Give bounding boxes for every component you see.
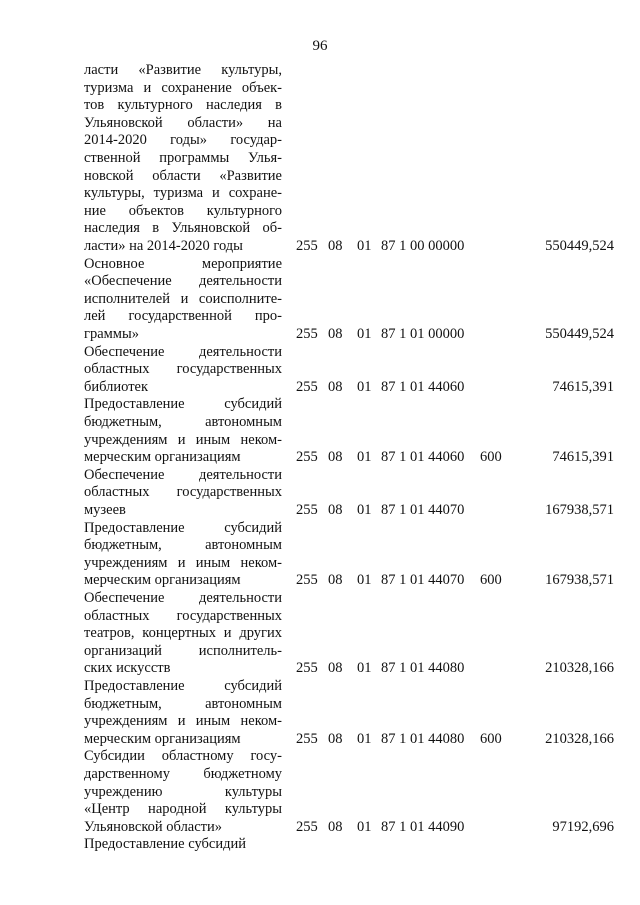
section-code: 08	[328, 449, 343, 466]
subsection-code: 01	[357, 238, 372, 254]
table-row	[0, 590, 640, 678]
description-line: Обеспечение деятельности	[84, 343, 282, 360]
description-line: Обеспечение деятельности	[84, 466, 282, 483]
description-line: Ульяновской области» на	[84, 114, 282, 131]
description-line: бюджетным, автономным	[84, 537, 282, 554]
amount-value: 74615,391	[552, 449, 614, 466]
section-code: 08	[328, 325, 343, 342]
department-code: 255	[296, 325, 318, 342]
section-code: 08	[328, 501, 343, 518]
section-code: 08	[328, 730, 343, 747]
section-code: 08	[328, 238, 343, 254]
amount-value: 97192,696	[552, 818, 614, 835]
description-line: областных государственных	[84, 484, 282, 501]
description-line: Обеспечение деятельности	[84, 590, 282, 606]
description-line: тов культурного наследия в	[84, 97, 282, 114]
description-line: учреждениям и иным неком-	[84, 431, 282, 448]
description-line: ласти «Развитие культуры,	[84, 62, 282, 78]
description-line: ние объектов культурного	[84, 202, 282, 219]
description-line: областных государственных	[84, 361, 282, 378]
section-code: 08	[328, 378, 343, 395]
description-line: Предоставление субсидий	[84, 678, 282, 694]
description-line: областных государственных	[84, 607, 282, 624]
department-code: 255	[296, 730, 318, 747]
table-row	[0, 256, 640, 344]
row-description	[84, 256, 282, 344]
subsection-code: 01	[357, 818, 372, 835]
subsection-code: 01	[357, 730, 372, 747]
department-code: 255	[296, 238, 318, 254]
description-line: мерческим организациям	[84, 449, 241, 466]
row-description	[84, 590, 282, 678]
row-description	[84, 62, 282, 256]
table-row	[0, 520, 640, 590]
target-article-code: 87 1 00 00000	[381, 238, 465, 254]
description-line: Предоставление субсидий	[84, 836, 247, 853]
section-code: 08	[328, 660, 343, 677]
subsection-code: 01	[357, 501, 372, 518]
description-line: учреждениям и иным неком-	[84, 554, 282, 571]
department-code: 255	[296, 818, 318, 835]
amount-value: 210328,166	[545, 660, 614, 677]
description-line: мерческим организациям	[84, 730, 241, 747]
description-line: бюджетным, автономным	[84, 413, 282, 430]
department-code: 255	[296, 660, 318, 677]
table-row	[0, 396, 640, 466]
target-article-code: 87 1 01 00000	[381, 325, 465, 342]
description-line: Субсидии областному госу-	[84, 748, 282, 765]
amount-value: 550449,524	[545, 238, 614, 254]
expense-type-code: 600	[480, 449, 502, 466]
table-row	[0, 344, 640, 397]
subsection-code: 01	[357, 572, 372, 589]
description-line: 2014-2020 годы» государ-	[84, 132, 282, 149]
target-article-code: 87 1 01 44060	[381, 378, 465, 395]
description-line: граммы»	[84, 325, 139, 342]
description-line: «Центр народной культуры	[84, 801, 282, 818]
amount-value: 74615,391	[552, 378, 614, 395]
row-description	[84, 836, 282, 854]
description-line: учреждению культуры	[84, 783, 282, 800]
amount-value: 550449,524	[545, 325, 614, 342]
department-code: 255	[296, 501, 318, 518]
row-description	[84, 748, 282, 836]
description-line: новской области «Развитие	[84, 167, 282, 184]
description-line: учреждениям и иным неком-	[84, 713, 282, 730]
table-row	[0, 748, 640, 836]
description-line: туризма и сохранение объек-	[84, 79, 282, 96]
target-article-code: 87 1 01 44090	[381, 818, 465, 835]
description-line: Основное мероприятие	[84, 255, 282, 272]
department-code: 255	[296, 378, 318, 395]
section-code: 08	[328, 572, 343, 589]
table-row	[0, 678, 640, 748]
amount-value: 210328,166	[545, 730, 614, 747]
table-row	[0, 467, 640, 520]
description-line: бюджетным, автономным	[84, 695, 282, 712]
target-article-code: 87 1 01 44070	[381, 572, 465, 589]
subsection-code: 01	[357, 378, 372, 395]
description-line: библиотек	[84, 378, 149, 395]
department-code: 255	[296, 449, 318, 466]
description-line: мерческим организациям	[84, 572, 241, 589]
table-row	[0, 62, 640, 256]
section-code: 08	[328, 818, 343, 835]
description-line: Ульяновской области»	[84, 818, 223, 835]
target-article-code: 87 1 01 44070	[381, 501, 465, 518]
description-line: исполнителей и соисполните-	[84, 290, 282, 307]
target-article-code: 87 1 01 44060	[381, 449, 465, 466]
department-code: 255	[296, 572, 318, 589]
description-line: Предоставление субсидий	[84, 519, 282, 536]
subsection-code: 01	[357, 449, 372, 466]
subsection-code: 01	[357, 325, 372, 342]
row-description	[84, 344, 282, 397]
expense-type-code: 600	[480, 730, 502, 747]
page-number: 96	[312, 38, 328, 54]
row-description	[84, 678, 282, 748]
description-line: музеев	[84, 501, 126, 518]
description-line: ских искусств	[84, 660, 171, 677]
description-line: ласти» на 2014-2020 годы	[84, 237, 243, 254]
description-line: ственной программы Улья-	[84, 149, 282, 166]
target-article-code: 87 1 01 44080	[381, 660, 465, 677]
subsection-code: 01	[357, 660, 372, 677]
row-description	[84, 396, 282, 466]
expense-type-code: 600	[480, 572, 502, 589]
description-line: театров, концертных и других	[84, 625, 282, 642]
description-line: Предоставление субсидий	[84, 396, 282, 413]
description-line: лей государственной про-	[84, 308, 282, 325]
description-line: культуры, туризма и сохране-	[84, 185, 282, 202]
row-description	[84, 467, 282, 520]
description-line: дарственному бюджетному	[84, 765, 282, 782]
row-description	[84, 520, 282, 590]
description-line: организаций исполнитель-	[84, 642, 282, 659]
table-row	[0, 836, 640, 854]
description-line: наследия в Ульяновской об-	[84, 220, 282, 237]
amount-value: 167938,571	[545, 572, 614, 589]
amount-value: 167938,571	[545, 501, 614, 518]
description-line: «Обеспечение деятельности	[84, 273, 282, 290]
target-article-code: 87 1 01 44080	[381, 730, 465, 747]
